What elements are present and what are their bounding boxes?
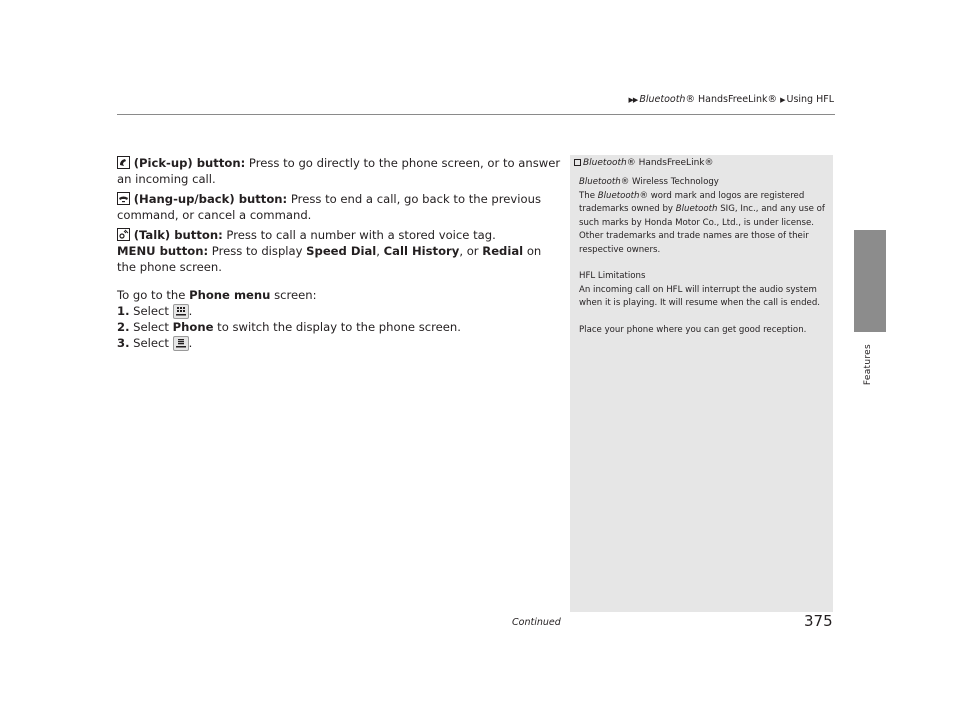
step-1 xyxy=(117,303,562,319)
menu-text-end: on the phone screen. xyxy=(117,244,542,274)
sidebar-p3-text: Place your phone where you can get good reception. xyxy=(579,324,807,335)
menu-text: Press to display xyxy=(208,244,307,258)
breadcrumb-arrow-icon: ▶ xyxy=(780,96,785,104)
breadcrumb-arrow-icon: ▶▶ xyxy=(628,96,638,104)
phone-term: Phone xyxy=(172,320,214,334)
continued-label: Continued xyxy=(512,617,561,628)
call-history-term: Call History xyxy=(383,244,460,258)
breadcrumb-reg: ® xyxy=(685,94,695,105)
sidebar-body xyxy=(579,176,827,337)
talk-text: Press to call a number with a stored voice tag. xyxy=(222,228,496,242)
step-2-number: 2. xyxy=(117,320,130,334)
talk-voice-icon xyxy=(117,228,130,241)
step-3-text: Select xyxy=(129,336,173,350)
spacer xyxy=(579,257,827,270)
menu-paragraph xyxy=(117,243,562,275)
goto-text-end: screen: xyxy=(270,288,317,302)
section-tab-label: Features xyxy=(863,344,873,386)
sidebar-p1 xyxy=(579,190,827,258)
step-2 xyxy=(117,319,562,335)
section-tab xyxy=(854,230,886,332)
hangup-paragraph xyxy=(117,191,562,223)
sidebar-p2-title: HFL Limitations xyxy=(579,271,646,281)
menu-label: MENU button: xyxy=(117,244,209,258)
step-1-text: Select xyxy=(129,304,173,318)
menu-comma: , xyxy=(376,244,384,258)
menu-button-icon xyxy=(173,336,189,351)
spacer xyxy=(117,275,562,287)
pickup-label: (Pick-up) button: xyxy=(133,156,246,170)
notes-sidebar xyxy=(570,155,833,612)
page-number: 375 xyxy=(804,612,833,630)
sidebar-p1-b: Bluetooth xyxy=(597,190,640,201)
spacer xyxy=(579,311,827,324)
step-3-end: . xyxy=(188,336,193,350)
speed-dial-term: Speed Dial xyxy=(306,244,377,258)
sidebar-p1-e: SIG, Inc., and any use of such marks by Honda Motor Co., Ltd., is under license. Other trademarks and trade names are those of their respective owners. xyxy=(579,204,825,255)
home-button-icon xyxy=(173,304,189,319)
sidebar-p1-c: ® word mark and logos are registered trademarks owned by xyxy=(579,190,805,214)
breadcrumb xyxy=(629,94,834,105)
goto-text: To go to the xyxy=(117,288,190,302)
reference-marker-icon xyxy=(574,159,581,166)
pickup-text: Press to go directly to the phone screen, or to answer an incoming call. xyxy=(117,156,561,186)
pickup-paragraph xyxy=(117,155,562,187)
step-2-rest: to switch the display to the phone screen. xyxy=(213,320,461,334)
sidebar-p1-d: Bluetooth xyxy=(675,204,718,214)
sidebar-heading-rest: ® HandsFreeLink® xyxy=(626,158,714,168)
breadcrumb-using-hfl: Using HFL xyxy=(786,94,834,105)
sidebar-p1-title-rest: ® Wireless Technology xyxy=(620,177,719,187)
sidebar-heading-bluetooth: Bluetooth xyxy=(583,158,627,168)
redial-term: Redial xyxy=(482,244,524,258)
step-3-number: 3. xyxy=(117,336,130,350)
hangup-text: Press to end a call, go back to the previous command, or cancel a command. xyxy=(117,192,541,222)
pickup-phone-icon xyxy=(117,156,130,169)
sidebar-p1-title-it: Bluetooth xyxy=(579,177,621,187)
step-1-end: . xyxy=(188,304,193,318)
talk-paragraph xyxy=(117,227,562,243)
talk-label: (Talk) button: xyxy=(133,228,223,242)
step-1-number: 1. xyxy=(117,304,130,318)
hangup-label: (Hang-up/back) button: xyxy=(133,192,288,206)
sidebar-heading xyxy=(574,158,713,168)
breadcrumb-bluetooth: Bluetooth xyxy=(639,94,686,105)
menu-or: , or xyxy=(459,244,483,258)
step-3 xyxy=(117,335,562,351)
main-content xyxy=(117,155,562,351)
header-rule xyxy=(117,114,835,115)
hangup-phone-icon xyxy=(117,192,130,205)
goto-paragraph xyxy=(117,287,562,303)
sidebar-p2-text: An incoming call on HFL will interrupt the audio system when it is playing. It will resume when the call is ended. xyxy=(579,284,821,308)
step-2-text: Select xyxy=(129,320,173,334)
sidebar-p1-title xyxy=(579,176,827,190)
sidebar-p1-a: The xyxy=(579,190,598,201)
phone-menu-term: Phone menu xyxy=(189,288,271,302)
breadcrumb-handsfreelink: HandsFreeLink® xyxy=(694,94,778,105)
